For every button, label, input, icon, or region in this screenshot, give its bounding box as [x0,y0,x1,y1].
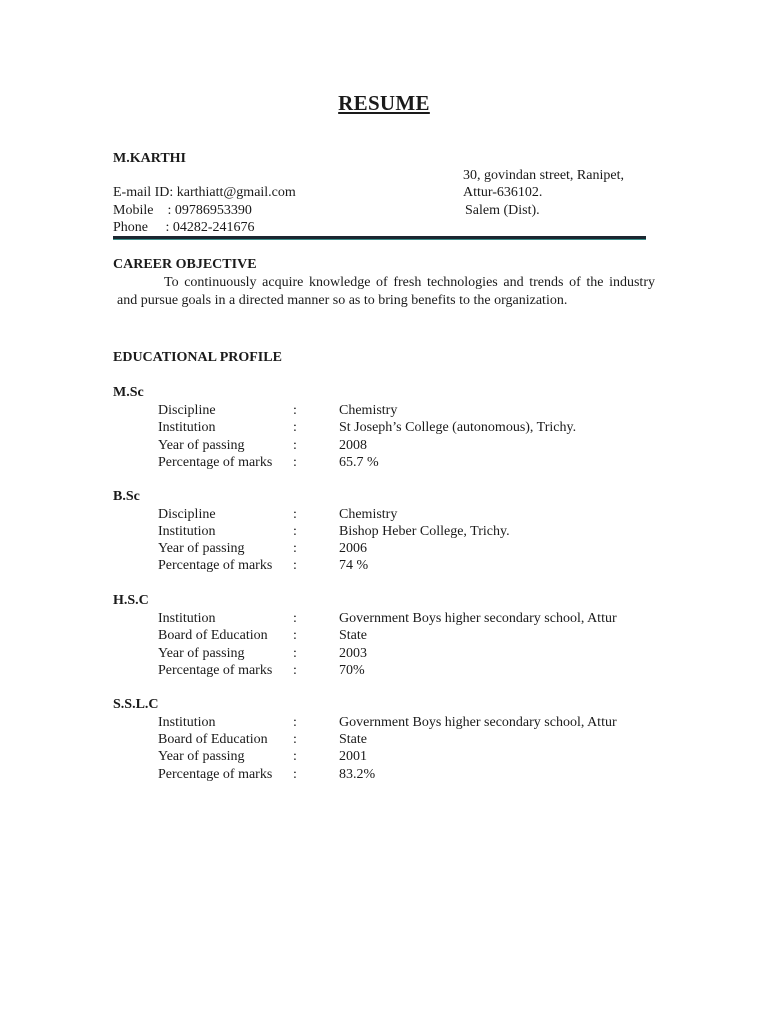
table-row [0,749,768,766]
address-line-3: Salem (Dist). [465,203,540,218]
row-value: State [339,732,367,747]
row-label: Year of passing [158,541,245,556]
section-title-sslc: S.S.L.C [113,697,159,712]
phone-line: Phone : 04282-241676 [113,220,255,235]
row-value: 2001 [339,749,367,764]
section-title-msc: M.Sc [113,385,144,400]
row-separator: : [293,663,297,678]
row-separator: : [293,524,297,539]
row-separator: : [293,455,297,470]
email-line: E-mail ID: karthiatt@gmail.com [113,185,296,200]
row-label: Board of Education [158,628,268,643]
table-row [0,611,768,628]
table-row [0,628,768,645]
candidate-name: M.KARTHI [113,151,187,166]
row-label: Percentage of marks [158,767,273,782]
row-separator: : [293,628,297,643]
row-label: Institution [158,420,216,435]
row-separator: : [293,558,297,573]
row-separator: : [293,438,297,453]
address-line-2: Attur-636102. [463,185,543,200]
row-label: Year of passing [158,646,245,661]
table-row [0,558,768,575]
table-row [0,438,768,455]
row-value: 70% [339,663,365,678]
table-row [0,663,768,680]
row-separator: : [293,611,297,626]
row-separator: : [293,732,297,747]
table-row [0,507,768,524]
row-value: Chemistry [339,403,398,418]
row-separator: : [293,749,297,764]
section-title-hsc: H.S.C [113,593,149,608]
table-row [0,455,768,472]
address-line-1: 30, govindan street, Ranipet, [463,168,624,183]
mobile-line: Mobile : 09786953390 [113,203,252,218]
career-objective-text: To continuously acquire knowledge of fresh technologies and trends of the industry and pursue goals in a directed manner so as to bring benefits to the organization. [117,275,655,308]
table-row [0,767,768,784]
header-divider [113,236,646,240]
row-value: 2006 [339,541,367,556]
row-label: Percentage of marks [158,455,273,470]
table-row [0,541,768,558]
row-label: Year of passing [158,438,245,453]
row-separator: : [293,646,297,661]
row-label: Percentage of marks [158,663,273,678]
row-label: Board of Education [158,732,268,747]
row-separator: : [293,767,297,782]
row-value: St Joseph’s College (autonomous), Trichy. [339,420,577,435]
table-row [0,715,768,732]
row-separator: : [293,715,297,730]
row-label: Institution [158,611,216,626]
educational-profile-heading: EDUCATIONAL PROFILE [113,350,282,365]
row-value: Government Boys higher secondary school, Attur [339,715,617,730]
career-objective-heading: CAREER OBJECTIVE [113,257,257,272]
section-title-bsc: B.Sc [113,489,140,504]
row-value: State [339,628,367,643]
row-separator: : [293,403,297,418]
table-row [0,524,768,541]
row-separator: : [293,507,297,522]
row-value: Bishop Heber College, Trichy. [339,524,510,539]
row-value: 65.7 % [339,455,379,470]
row-value: 83.2% [339,767,376,782]
row-label: Discipline [158,403,216,418]
row-label: Discipline [158,507,216,522]
row-label: Institution [158,524,216,539]
row-label: Institution [158,715,216,730]
row-value: 2003 [339,646,367,661]
table-row [0,646,768,663]
row-value: 2008 [339,438,367,453]
row-value: 74 % [339,558,369,573]
row-separator: : [293,541,297,556]
row-value: Government Boys higher secondary school, Attur [339,611,617,626]
document-title: RESUME [338,91,430,115]
row-label: Year of passing [158,749,245,764]
row-value: Chemistry [339,507,398,522]
row-label: Percentage of marks [158,558,273,573]
table-row [0,403,768,420]
table-row [0,732,768,749]
table-row [0,420,768,437]
row-separator: : [293,420,297,435]
